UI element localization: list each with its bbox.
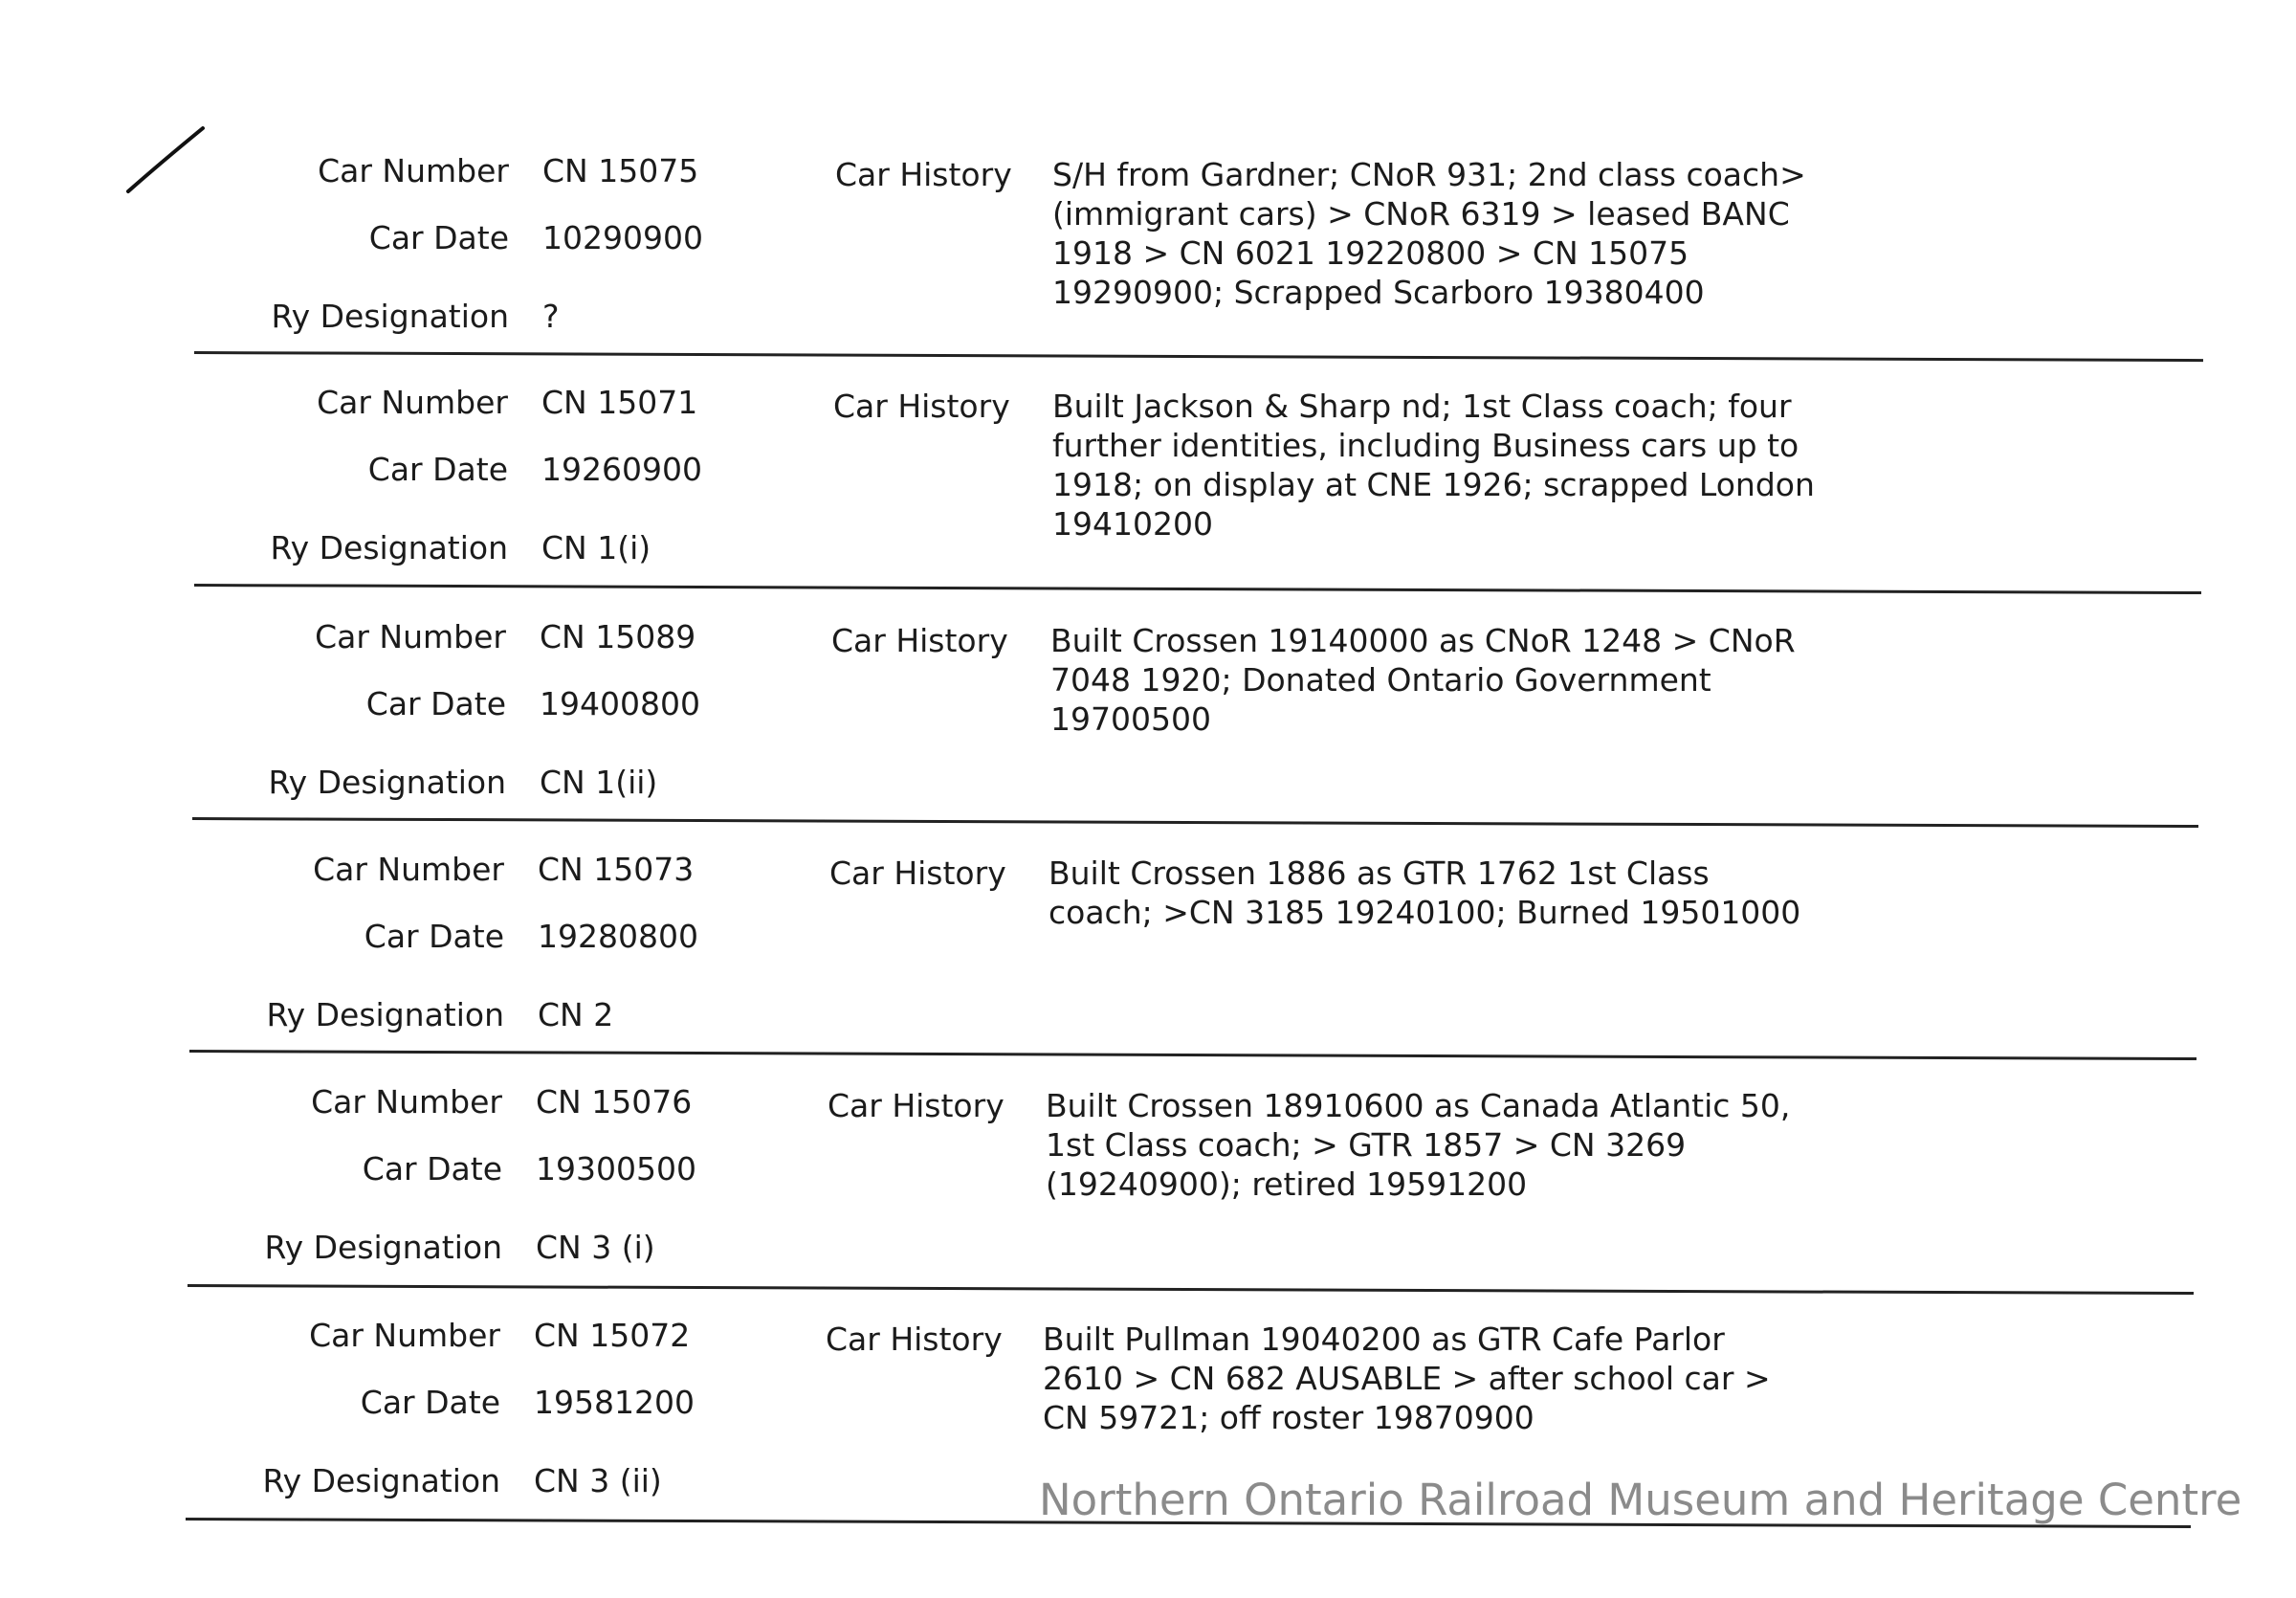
car-number-label: Car Number xyxy=(317,384,508,421)
car-number-label: Car Number xyxy=(309,1317,500,1354)
car-history-text: Built Crossen 19140000 as CNoR 1248 > CNoR 7048 1920; Donated Ontario Government 19700500 xyxy=(1050,622,1796,738)
car-number-label: Car Number xyxy=(313,851,504,888)
museum-watermark: Northern Ontario Railroad Museum and Heritage Centre xyxy=(1039,1475,2242,1525)
ry-designation-label: Ry Designation xyxy=(262,1462,500,1499)
car-history-label: Car History xyxy=(828,1087,1004,1124)
car-date-label: Car Date xyxy=(364,918,504,955)
car-number-value: CN 15076 xyxy=(536,1083,693,1121)
ry-designation-label: Ry Designation xyxy=(264,1229,502,1266)
car-history-text: Built Jackson & Sharp nd; 1st Class coach; four further identities, including Business cars up to 1918; on display at CNE 1926; scrapped London 19410200 xyxy=(1052,388,1815,543)
ry-designation-value: CN 3 (ii) xyxy=(534,1462,662,1499)
ry-designation-value: CN 3 (i) xyxy=(536,1229,655,1266)
car-record xyxy=(0,383,2296,616)
ry-designation-value: ? xyxy=(542,298,560,335)
ry-designation-label: Ry Designation xyxy=(271,298,509,335)
ry-designation-value: CN 1(i) xyxy=(541,529,651,566)
ry-designation-label: Ry Designation xyxy=(266,996,504,1033)
car-number-value: CN 15073 xyxy=(538,851,695,888)
car-date-value: 10290900 xyxy=(542,219,703,256)
car-history-text: S/H from Gardner; CNoR 931; 2nd class coach> (immigrant cars) > CNoR 6319 > leased BANC 1918 > CN 6021 19220800 > CN 15075 19290900; Scrapped Scarboro 19380400 xyxy=(1052,156,1806,311)
car-history-label: Car History xyxy=(829,854,1006,892)
car-date-value: 19300500 xyxy=(536,1150,696,1187)
car-number-value: CN 15075 xyxy=(542,152,699,189)
car-date-label: Car Date xyxy=(367,451,508,488)
car-date-label: Car Date xyxy=(368,219,509,256)
car-number-label: Car Number xyxy=(318,152,509,189)
car-date-value: 19581200 xyxy=(534,1384,695,1421)
car-history-text: Built Crossen 18910600 as Canada Atlantic 50, 1st Class coach; > GTR 1857 > CN 3269 (19240900); retired 19591200 xyxy=(1046,1087,1791,1203)
car-history-text: Built Pullman 19040200 as GTR Cafe Parlor 2610 > CN 682 AUSABLE > after school car > CN 59721; off roster 19870900 xyxy=(1043,1321,1771,1436)
car-number-label: Car Number xyxy=(311,1083,502,1121)
ry-designation-label: Ry Designation xyxy=(270,529,508,566)
car-number-label: Car Number xyxy=(315,618,506,655)
car-date-value: 19260900 xyxy=(541,451,702,488)
car-history-label: Car History xyxy=(833,388,1010,425)
car-record xyxy=(0,850,2296,1083)
car-number-value: CN 15071 xyxy=(541,384,698,421)
car-history-text: Built Crossen 1886 as GTR 1762 1st Class coach; >CN 3185 19240100; Burned 19501000 xyxy=(1049,854,1801,931)
car-history-label: Car History xyxy=(831,622,1008,659)
car-history-label: Car History xyxy=(835,156,1012,193)
car-date-label: Car Date xyxy=(362,1150,502,1187)
car-number-value: CN 15089 xyxy=(540,618,696,655)
ry-designation-value: CN 1(ii) xyxy=(540,764,658,801)
car-date-label: Car Date xyxy=(360,1384,500,1421)
car-record xyxy=(0,151,2296,385)
car-number-value: CN 15072 xyxy=(534,1317,691,1354)
car-record xyxy=(0,617,2296,851)
ry-designation-label: Ry Designation xyxy=(268,764,506,801)
car-date-label: Car Date xyxy=(365,685,506,722)
car-date-value: 19400800 xyxy=(540,685,700,722)
car-date-value: 19280800 xyxy=(538,918,698,955)
car-record xyxy=(0,1082,2296,1316)
car-history-label: Car History xyxy=(826,1321,1003,1358)
ry-designation-value: CN 2 xyxy=(538,996,614,1033)
